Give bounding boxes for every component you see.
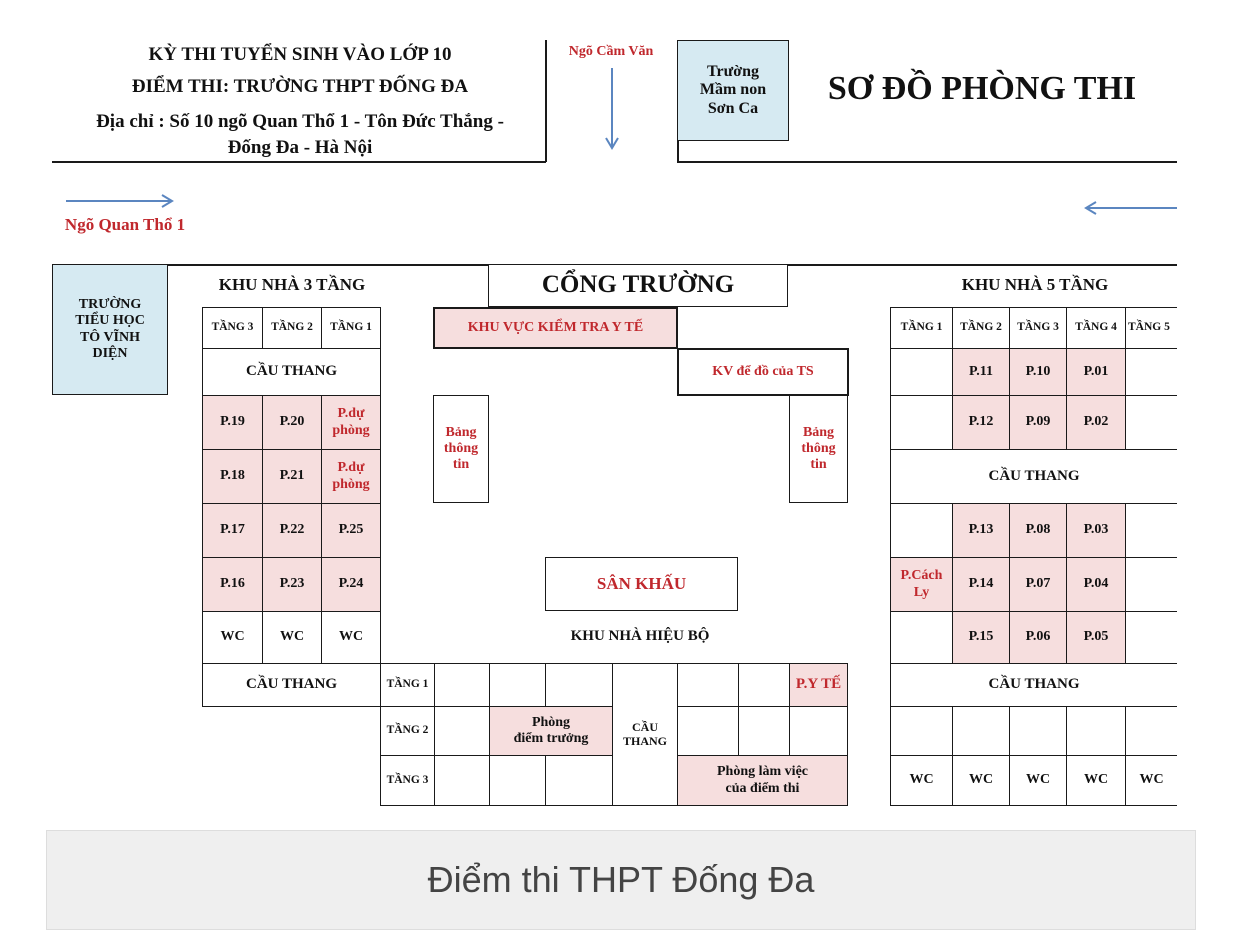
mam-non-line-3: Sơn Ca	[707, 99, 759, 117]
left-block-title: KHU NHÀ 3 TẦNG	[218, 275, 366, 294]
room-p14: P.14	[952, 557, 1010, 612]
left-floor-3-header: TẦNG 3	[202, 307, 263, 349]
room-p07: P.07	[1009, 557, 1067, 612]
right-floor-2-header: TẦNG 2	[952, 307, 1010, 349]
header-underline-left	[52, 161, 546, 163]
exam-office-line-2: của điểm thi	[725, 780, 800, 796]
image-caption: Điểm thi THPT Đống Đa	[46, 830, 1196, 930]
admin-building-label: KHU NHÀ HIỆU BỘ	[570, 628, 710, 644]
right-r5-c5	[1125, 611, 1177, 664]
tieu-hoc-line-4: DIỆN	[92, 345, 128, 361]
room-p10: P.10	[1009, 348, 1067, 396]
right-r2-c1	[890, 395, 953, 450]
street-label-cam-van: Ngõ Cầm Văn	[568, 44, 654, 59]
right-wc-5: WC	[1125, 755, 1177, 806]
room-p05: P.05	[1066, 611, 1126, 664]
room-p09: P.09	[1009, 395, 1067, 450]
arrow-left-icon	[1082, 199, 1178, 217]
admin-f2-room-4	[738, 706, 790, 756]
right-r5-c1	[890, 611, 953, 664]
admin-stairs-line-1: CẦU	[632, 719, 658, 734]
right-floor-4-header: TẦNG 4	[1066, 307, 1126, 349]
bottom-floor-1-label: TẦNG 1	[380, 663, 435, 707]
header-underline-right	[677, 161, 1177, 163]
exam-office-line-1: Phòng làm việc	[717, 764, 808, 780]
neighbor-tieu-hoc-to-vinh-dien	[52, 264, 168, 395]
principal-room-line-1: Phòng	[531, 714, 571, 730]
street-label-quan-tho: Ngõ Quan Thổ 1	[64, 215, 186, 234]
room-p13: P.13	[952, 503, 1010, 558]
admin-f1-room-5	[738, 663, 790, 707]
campus-top-border-right	[787, 264, 1177, 266]
room-p18: P.18	[202, 449, 263, 504]
admin-f1-room-4	[677, 663, 739, 707]
right-r3-c5	[1125, 503, 1177, 558]
room-p11: P.11	[952, 348, 1010, 396]
header-divider-right	[677, 140, 679, 162]
room-p01: P.01	[1066, 348, 1126, 396]
header-divider-left	[545, 40, 547, 162]
room-p25: P.25	[321, 503, 381, 558]
admin-f2-room-5	[789, 706, 848, 756]
admin-f1-room-2	[489, 663, 546, 707]
right-f-row-c5	[1125, 706, 1177, 756]
candidate-storage-area: KV để đồ của TS	[677, 348, 849, 396]
right-floor-5-header: TẦNG 5	[1125, 307, 1177, 349]
campus-top-border-left	[168, 264, 490, 266]
right-r3-c1	[890, 503, 953, 558]
left-floor-2-header: TẦNG 2	[262, 307, 322, 349]
admin-f3-room-2	[489, 755, 546, 806]
admin-stairs-line-2: THANG	[622, 733, 667, 748]
arrow-down-icon	[602, 66, 622, 152]
tieu-hoc-line-3: TÔ VĨNH	[79, 329, 141, 345]
mam-non-line-1: Trường	[707, 62, 759, 80]
room-p24: P.24	[321, 557, 381, 612]
left-floor-1-header: TẦNG 1	[321, 307, 381, 349]
room-p20: P.20	[262, 395, 322, 450]
room-p22: P.22	[262, 503, 322, 558]
left-wc-3: WC	[321, 611, 381, 664]
bottom-floor-3-label: TẦNG 3	[380, 755, 435, 806]
tieu-hoc-line-2: TIỂU HỌC	[75, 313, 145, 329]
info-board-left-line-1: Bảng	[445, 424, 477, 440]
room-p17: P.17	[202, 503, 263, 558]
right-r1-c1	[890, 348, 953, 396]
info-board-right-line-3: tin	[810, 457, 827, 473]
exam-location: ĐIỂM THI: TRƯỜNG THPT ĐỐNG ĐA	[131, 76, 469, 97]
admin-f1-room-3	[545, 663, 613, 707]
admin-f1-room-1	[434, 663, 490, 707]
admin-f3-room-1	[434, 755, 490, 806]
right-floor-1-header: TẦNG 1	[890, 307, 953, 349]
room-p02: P.02	[1066, 395, 1126, 450]
left-wc-1: WC	[202, 611, 263, 664]
room-p08: P.08	[1009, 503, 1067, 558]
tieu-hoc-line-1: TRƯỜNG	[78, 297, 142, 313]
admin-f3-room-3	[545, 755, 613, 806]
school-gate: CỔNG TRƯỜNG	[488, 264, 788, 307]
room-p21: P.21	[262, 449, 322, 504]
right-r2-c5	[1125, 395, 1177, 450]
medical-room: P.Y TẾ	[789, 663, 848, 707]
room-reserve-2: P.dự phòng	[321, 449, 381, 504]
room-p23: P.23	[262, 557, 322, 612]
neighbor-mam-non-son-ca	[677, 40, 789, 141]
right-stairs-middle: CẦU THANG	[890, 449, 1177, 504]
isolation-room: P.Cách Ly	[890, 557, 953, 612]
right-wc-1: WC	[890, 755, 953, 806]
room-reserve-1: P.dự phòng	[321, 395, 381, 450]
address-line-2: Đống Đa - Hà Nội	[227, 137, 373, 158]
admin-f2-room-3	[677, 706, 739, 756]
right-r1-c5	[1125, 348, 1177, 396]
principal-room-line-2: điểm trưởng	[513, 731, 589, 746]
right-f-row-c1	[890, 706, 953, 756]
right-block-title: KHU NHÀ 5 TẦNG	[961, 275, 1109, 294]
info-board-right	[789, 395, 848, 503]
right-wc-2: WC	[952, 755, 1010, 806]
right-wc-3: WC	[1009, 755, 1067, 806]
address-line-1: Địa chỉ : Số 10 ngõ Quan Thổ 1 - Tôn Đức Thắng -	[96, 111, 504, 132]
right-f-row-c3	[1009, 706, 1067, 756]
bottom-floor-2-label: TẦNG 2	[380, 706, 435, 756]
principal-room	[489, 706, 613, 756]
right-floor-3-header: TẦNG 3	[1009, 307, 1067, 349]
arrow-right-icon	[64, 192, 176, 210]
exam-title: KỲ THI TUYỂN SINH VÀO LỚP 10	[148, 44, 452, 65]
stage: SÂN KHẤU	[545, 557, 738, 611]
exam-office-room	[677, 755, 848, 806]
right-f-row-c2	[952, 706, 1010, 756]
right-f-row-c4	[1066, 706, 1126, 756]
info-board-right-line-2: thông	[801, 440, 836, 456]
right-stairs-bottom: CẦU THANG	[890, 663, 1177, 707]
room-p06: P.06	[1009, 611, 1067, 664]
right-r4-c5	[1125, 557, 1177, 612]
admin-f2-room-1	[434, 706, 490, 756]
mam-non-line-2: Mầm non	[699, 81, 767, 99]
info-board-right-line-1: Bảng	[802, 424, 835, 440]
info-board-left	[433, 395, 489, 503]
info-board-left-line-3: tin	[452, 457, 470, 473]
info-board-left-line-2: thông	[443, 440, 479, 456]
room-p15: P.15	[952, 611, 1010, 664]
admin-stairs	[612, 663, 678, 806]
left-stairs-bottom: CẦU THANG	[202, 663, 381, 707]
right-wc-4: WC	[1066, 755, 1126, 806]
diagram-title: SƠ ĐỒ PHÒNG THI	[827, 70, 1137, 107]
left-stairs-top: CẦU THANG	[202, 348, 381, 396]
room-p19: P.19	[202, 395, 263, 450]
medical-check-area: KHU VỰC KIỂM TRA Y TẾ	[433, 307, 678, 349]
room-p12: P.12	[952, 395, 1010, 450]
room-p16: P.16	[202, 557, 263, 612]
room-p03: P.03	[1066, 503, 1126, 558]
left-wc-2: WC	[262, 611, 322, 664]
room-p04: P.04	[1066, 557, 1126, 612]
